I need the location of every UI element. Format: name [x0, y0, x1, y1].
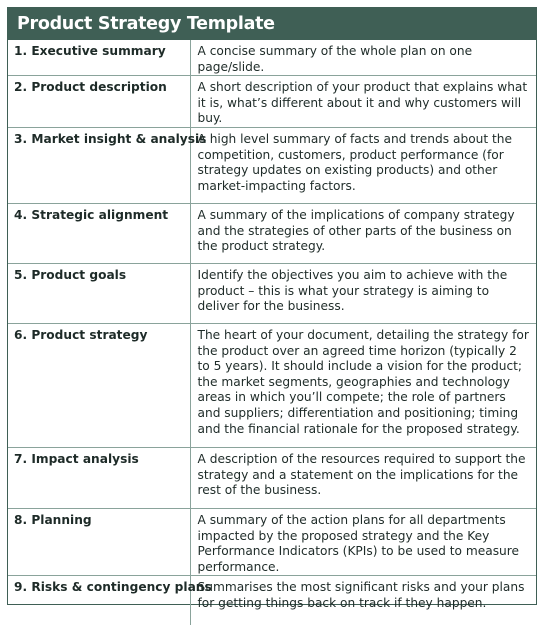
row-description: A short description of your product that explains what it is, what’s different about it and why customers will buy. — [190, 76, 536, 128]
row-label: 1. Executive summary — [8, 40, 190, 76]
row-label: 7. Impact analysis — [8, 447, 190, 508]
row-label: 5. Product goals — [8, 263, 190, 323]
table-row — [8, 323, 536, 447]
row-label: 6. Product strategy — [8, 323, 190, 447]
page-title: Product Strategy Template — [17, 14, 275, 34]
row-description: Identify the objectives you aim to achieve with the product – this is what your strategy is aiming to deliver for the business. — [190, 263, 536, 323]
table-row — [8, 127, 536, 203]
row-description: A concise summary of the whole plan on one page/slide. — [197, 44, 473, 74]
table-row — [8, 76, 536, 128]
row-description: Summarises the most significant risks and your plans for getting things back on track if they happen. — [190, 576, 536, 625]
table-row — [8, 576, 536, 625]
row-description: A high level summary of facts and trends about the competition, customers, product performance (for strategy updates on existing products) and other market-impacting factors. — [190, 127, 536, 203]
row-description: A summary of the implications of company strategy and the strategies of other parts of the business on the product strategy. — [190, 203, 536, 263]
table-row — [8, 263, 536, 323]
row-label: 8. Planning — [8, 508, 190, 575]
row-description: A summary of the action plans for all departments impacted by the proposed strategy and the Key Performance Indicators (KPIs) to be used to measure performance. — [190, 508, 536, 575]
row-label: 2. Product description — [8, 76, 190, 128]
table-row — [8, 203, 536, 263]
title-bar — [8, 8, 536, 40]
table-row — [8, 508, 536, 575]
row-label: 9. Risks & contingency plans — [8, 576, 190, 625]
template-table — [8, 40, 536, 625]
row-description: A description of the resources required to support the strategy and a statement on the implications for the rest of the business. — [190, 447, 536, 508]
table-row — [8, 447, 536, 508]
row-label: 4. Strategic alignment — [8, 203, 190, 263]
table-row — [8, 40, 536, 76]
strategy-template-panel — [7, 7, 537, 610]
row-label: 3. Market insight & analysis — [8, 127, 190, 203]
row-description: The heart of your document, detailing the strategy for the product over an agreed time horizon (typically 2 to 5 years). It should include a vision for the product; the market segments, geographies and technology areas in which you’ll compete; the role of partners and suppliers; differentiation and positioning; timing and the financial rationale for the proposed strategy. — [190, 323, 536, 447]
